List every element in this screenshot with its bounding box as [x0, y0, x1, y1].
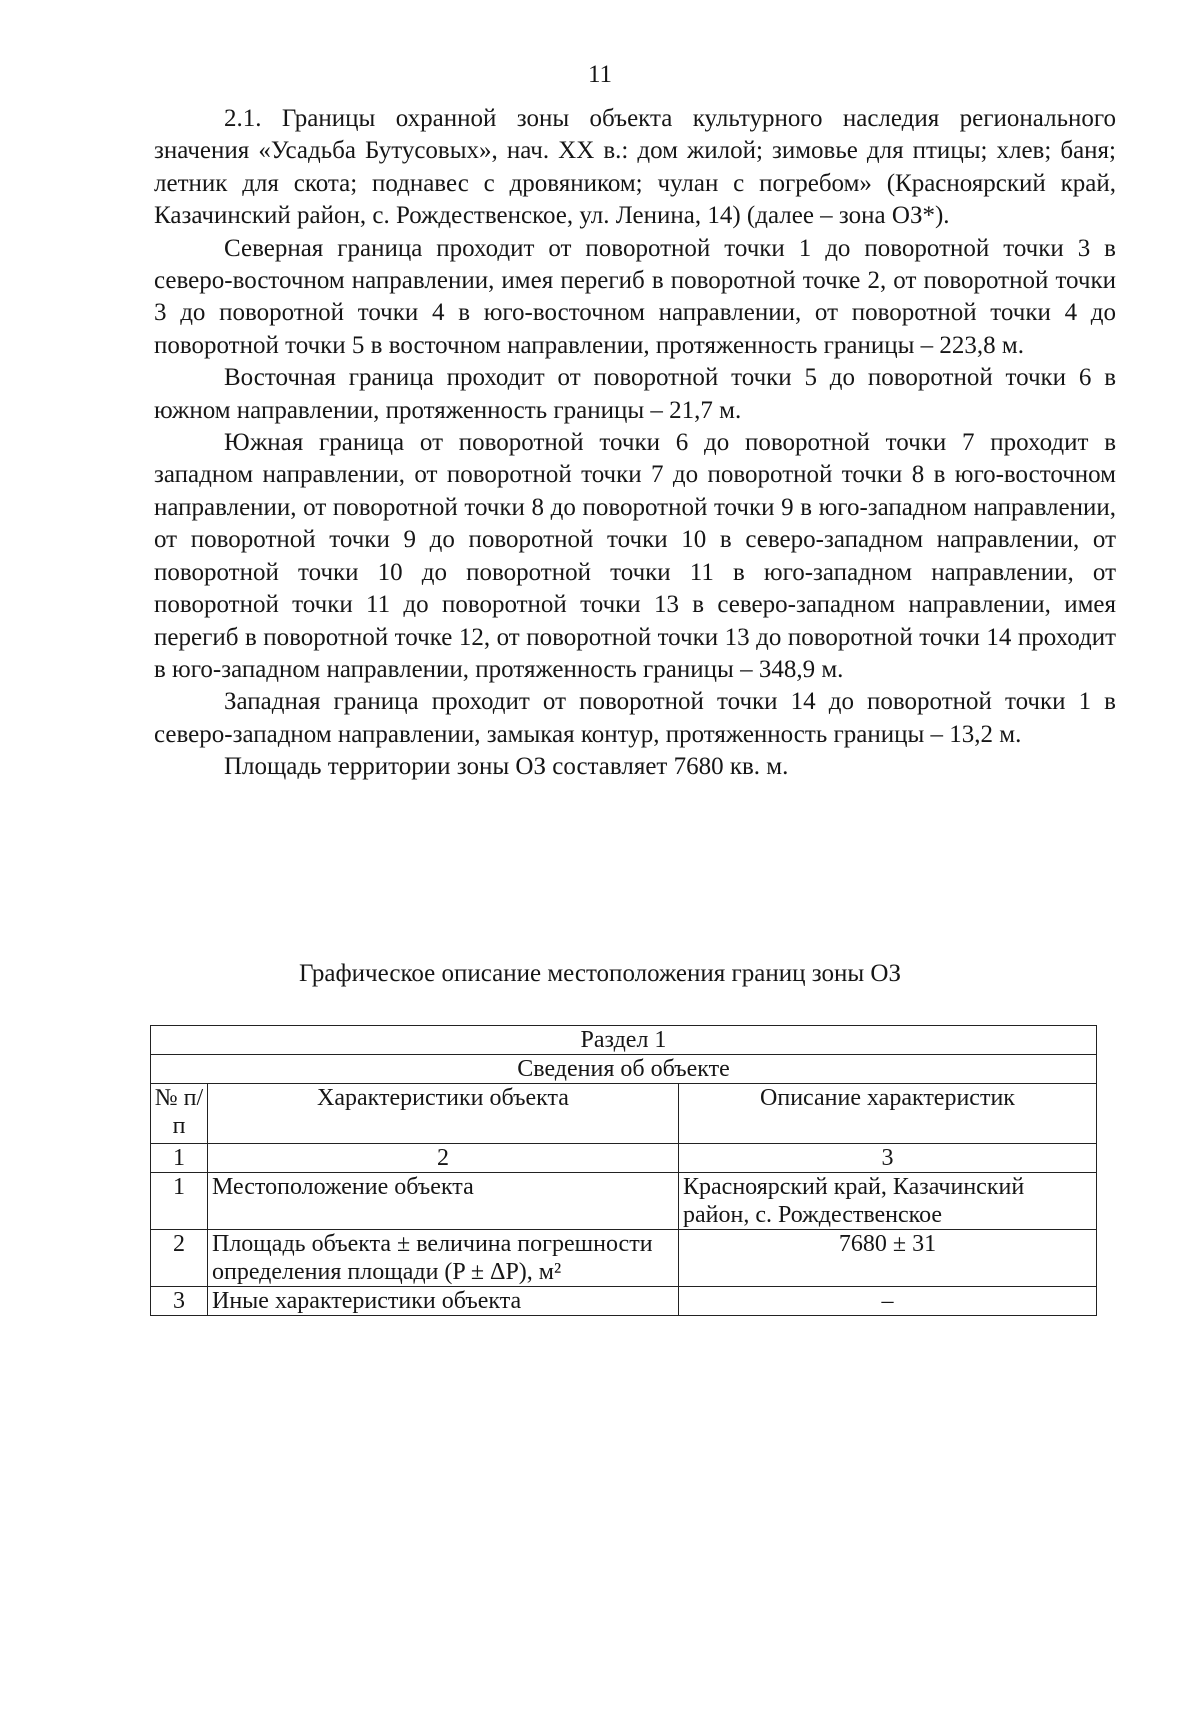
table-title: Графическое описание местоположения границ зоны ОЗ: [299, 960, 901, 987]
document-body: [154, 103, 1116, 784]
paragraph-south-border: Южная граница от поворотной точки 6 до поворотной точки 7 проходит в западном направлении, от поворотной точки 7 до поворотной точки 8 в юго-восточном направлении, от поворотной точки 8 до поворотной точки 9 в юго-западном направлении, от поворотной точки 9 до поворотной точки 10 в северо-западном направлении, от поворотной точки 10 до поворотной точки 11 в юго-западном направлении, от поворотной точки 11 до поворотной точки 13 в северо-западном направлении, имея перегиб в поворотной точке 12, от поворотной точки 13 до поворотной точки 14 проходит в юго-западном направлении, протяженность границы – 348,9 м.: [154, 429, 1116, 683]
paragraph-west-border: Западная граница проходит от поворотной точки 14 до поворотной точки 1 в северо-западном направлении, замыкая контур, протяженность границы – 13,2 м.: [154, 688, 1116, 748]
table-row: [151, 1173, 1097, 1230]
header-characteristic: Характеристики объекта: [208, 1084, 679, 1144]
header-description: Описание характеристик: [679, 1084, 1097, 1144]
column-number-2: 2: [208, 1144, 679, 1173]
table-section-row: [151, 1026, 1097, 1055]
page-number: 11: [587, 61, 613, 88]
row-number: 2: [151, 1230, 208, 1287]
column-number-3: 3: [679, 1144, 1097, 1173]
paragraph-zone-definition: 2.1. Границы охранной зоны объекта культурного наследия регионального значения «Усадьба Бутусовых», нач. XX в.: дом жилой; зимовье для птицы; хлев; баня; летник для скота; поднавес с дровяником; чулан с погребом» (Красноярский край, Казачинский район, с. Рождественское, ул. Ленина, 14) (далее – зона ОЗ*).: [154, 105, 1116, 230]
header-number: № п/п: [151, 1084, 208, 1144]
row-number: 3: [151, 1287, 208, 1316]
column-number-1: 1: [151, 1144, 208, 1173]
table-subtitle: Сведения об объекте: [151, 1055, 1097, 1084]
table-section-title: Раздел 1: [151, 1026, 1097, 1055]
paragraph-north-border: Северная граница проходит от поворотной точки 1 до поворотной точки 3 в северо-восточном направлении, имея перегиб в поворотной точке 2, от поворотной точки 3 до поворотной точки 4 в юго-восточном направлении, от поворотной точки 4 до поворотной точки 5 в восточном направлении, протяженность границы – 223,8 м.: [154, 234, 1116, 359]
object-info-table: [150, 1025, 1097, 1316]
row-description: 7680 ± 31: [679, 1230, 1097, 1287]
table-row: [151, 1230, 1097, 1287]
row-characteristic: Иные характеристики объекта: [208, 1287, 679, 1316]
paragraph-zone-area: Площадь территории зоны ОЗ составляет 7680 кв. м.: [224, 753, 789, 781]
paragraph-east-border: Восточная граница проходит от поворотной точки 5 до поворотной точки 6 в южном направлении, протяженность границы – 21,7 м.: [154, 364, 1116, 424]
row-characteristic: Площадь объекта ± величина погрешности определения площади (P ± ΔP), м²: [208, 1230, 679, 1287]
row-characteristic: Местоположение объекта: [208, 1173, 679, 1230]
row-description: –: [679, 1287, 1097, 1316]
table-column-number-row: [151, 1144, 1097, 1173]
table-subtitle-row: [151, 1055, 1097, 1084]
table-header-row: [151, 1084, 1097, 1144]
table-row: [151, 1287, 1097, 1316]
row-number: 1: [151, 1173, 208, 1230]
row-description: Красноярский край, Казачинский район, с. Рождественское: [679, 1173, 1097, 1230]
